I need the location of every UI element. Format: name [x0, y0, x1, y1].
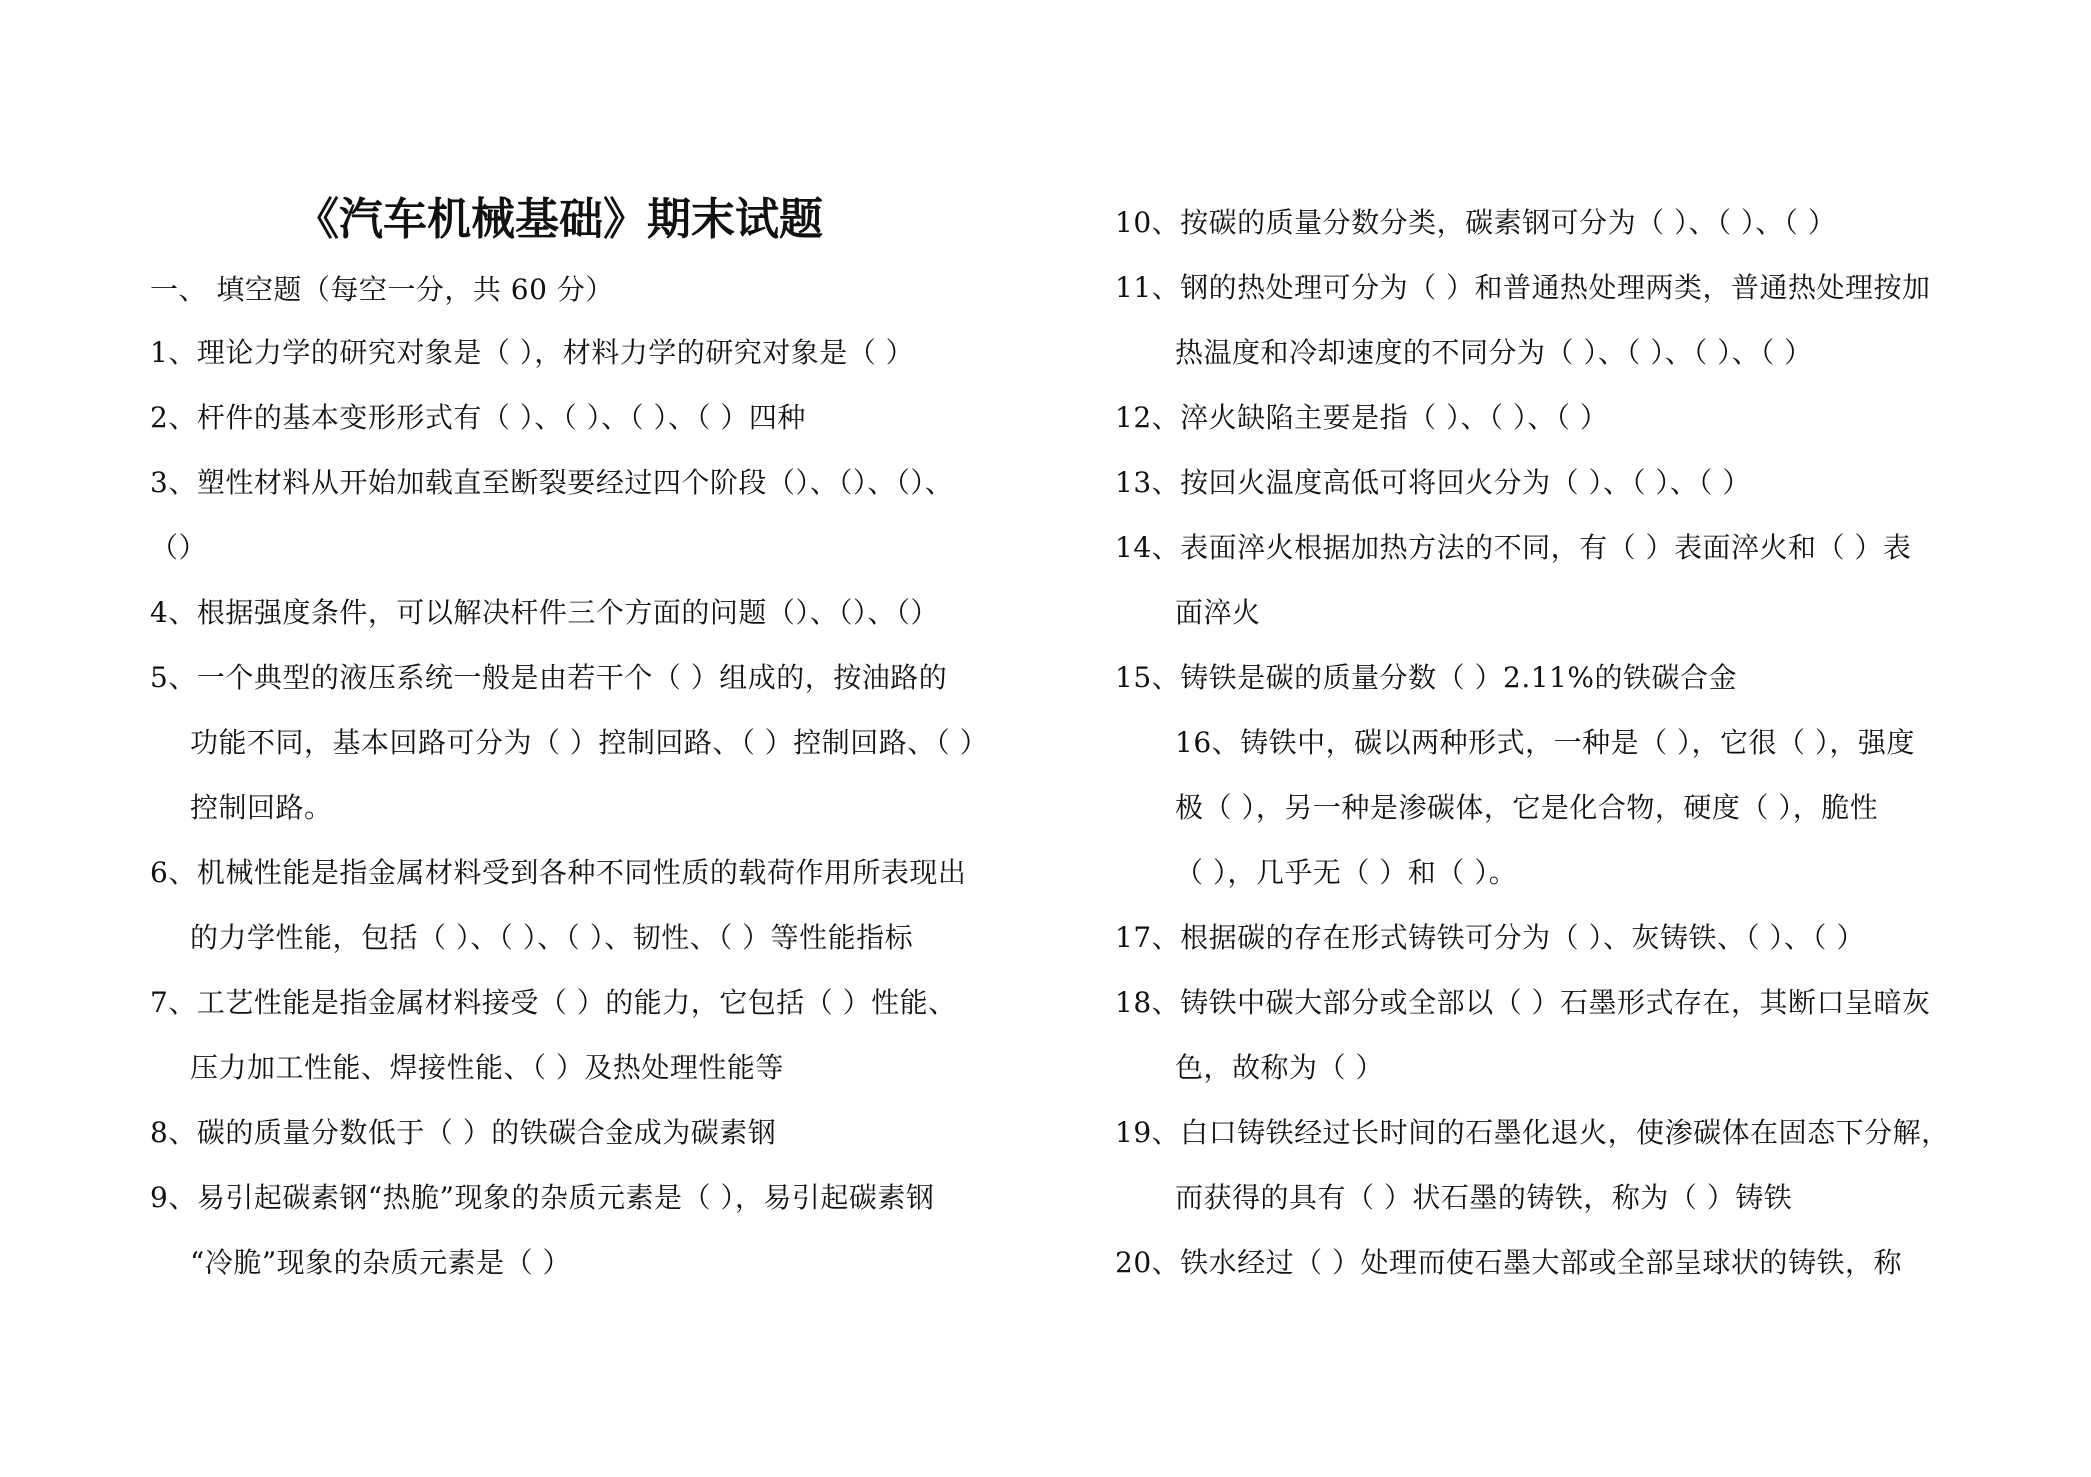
- question-line: 功能不同，基本回路可分为（ ）控制回路、（ ）控制回路、（ ）: [190, 726, 989, 759]
- question-line: 而获得的具有（ ）状石墨的铸铁，称为（ ）铸铁: [1175, 1181, 1793, 1214]
- question-line: 9、易引起碳素钢“热脆”现象的杂质元素是（ ），易引起碳素钢: [150, 1181, 935, 1214]
- question-line: 色，故称为（ ）: [1175, 1051, 1384, 1084]
- question-line: 10、按碳的质量分数分类，碳素钢可分为（ ）、（ ）、（ ）: [1115, 206, 1837, 239]
- question-line: 压力加工性能、焊接性能、（ ）及热处理性能等: [190, 1051, 784, 1084]
- question-line: 的力学性能，包括（ ）、（ ）、（ ）、韧性、（ ）等性能指标: [190, 921, 914, 954]
- question-line: 1、理论力学的研究对象是（ ），材料力学的研究对象是（ ）: [150, 336, 915, 369]
- page-title: 《汽车机械基础》期末试题: [295, 194, 823, 245]
- question-line: 14、表面淬火根据加热方法的不同，有（ ）表面淬火和（ ）表: [1115, 531, 1912, 564]
- question-line: “冷脆”现象的杂质元素是（ ）: [190, 1246, 572, 1279]
- question-line: 18、铸铁中碳大部分或全部以（ ）石墨形式存在，其断口呈暗灰: [1115, 986, 1931, 1019]
- question-line: 11、钢的热处理可分为（ ）和普通热处理两类，普通热处理按加: [1115, 271, 1931, 304]
- question-line: （ ），几乎无（ ）和（ ）。: [1175, 856, 1518, 889]
- section-heading: 一、 填空题（每空一分，共 60 分）: [150, 273, 614, 306]
- question-line: 控制回路。: [190, 791, 333, 824]
- question-line: 7、工艺性能是指金属材料接受（ ）的能力，它包括（ ）性能、: [150, 986, 957, 1019]
- question-line: 12、淬火缺陷主要是指（ ）、（ ）、（ ）: [1115, 401, 1609, 434]
- question-line: 13、按回火温度高低可将回火分为（ ）、（ ）、（ ）: [1115, 466, 1751, 499]
- question-line: 4、根据强度条件，可以解决杆件三个方面的问题（）、（）、（）: [150, 596, 939, 629]
- question-line: 面淬火: [1175, 596, 1261, 629]
- question-line: 5、一个典型的液压系统一般是由若干个（ ）组成的，按油路的: [150, 661, 948, 694]
- question-line: （）: [150, 531, 208, 564]
- question-line: 极（ ），另一种是渗碳体，它是化合物，硬度（ ），脆性: [1175, 791, 1879, 824]
- question-line: 16、铸铁中，碳以两种形式，一种是（ ），它很（ ），强度: [1175, 726, 1915, 759]
- question-line: 15、铸铁是碳的质量分数（ ）2.11%的铁碳合金: [1115, 661, 1737, 694]
- question-line: 3、塑性材料从开始加载直至断裂要经过四个阶段（）、（）、（）、: [150, 466, 954, 499]
- question-line: 17、根据碳的存在形式铸铁可分为（ ）、灰铸铁、（ ）、（ ）: [1115, 921, 1865, 954]
- question-line: 19、白口铸铁经过长时间的石墨化退火，使渗碳体在固态下分解，: [1115, 1116, 1950, 1149]
- question-line: 8、碳的质量分数低于（ ）的铁碳合金成为碳素钢: [150, 1116, 777, 1149]
- question-line: 2、杆件的基本变形形式有（ ）、（ ）、（ ）、（ ）四种: [150, 401, 806, 434]
- question-line: 热温度和冷却速度的不同分为（ ）、（ ）、（ ）、（ ）: [1175, 336, 1813, 369]
- question-line: 6、机械性能是指金属材料受到各种不同性质的载荷作用所表现出: [150, 856, 967, 889]
- question-line: 20、铁水经过（ ）处理而使石墨大部或全部呈球状的铸铁，称: [1115, 1246, 1903, 1279]
